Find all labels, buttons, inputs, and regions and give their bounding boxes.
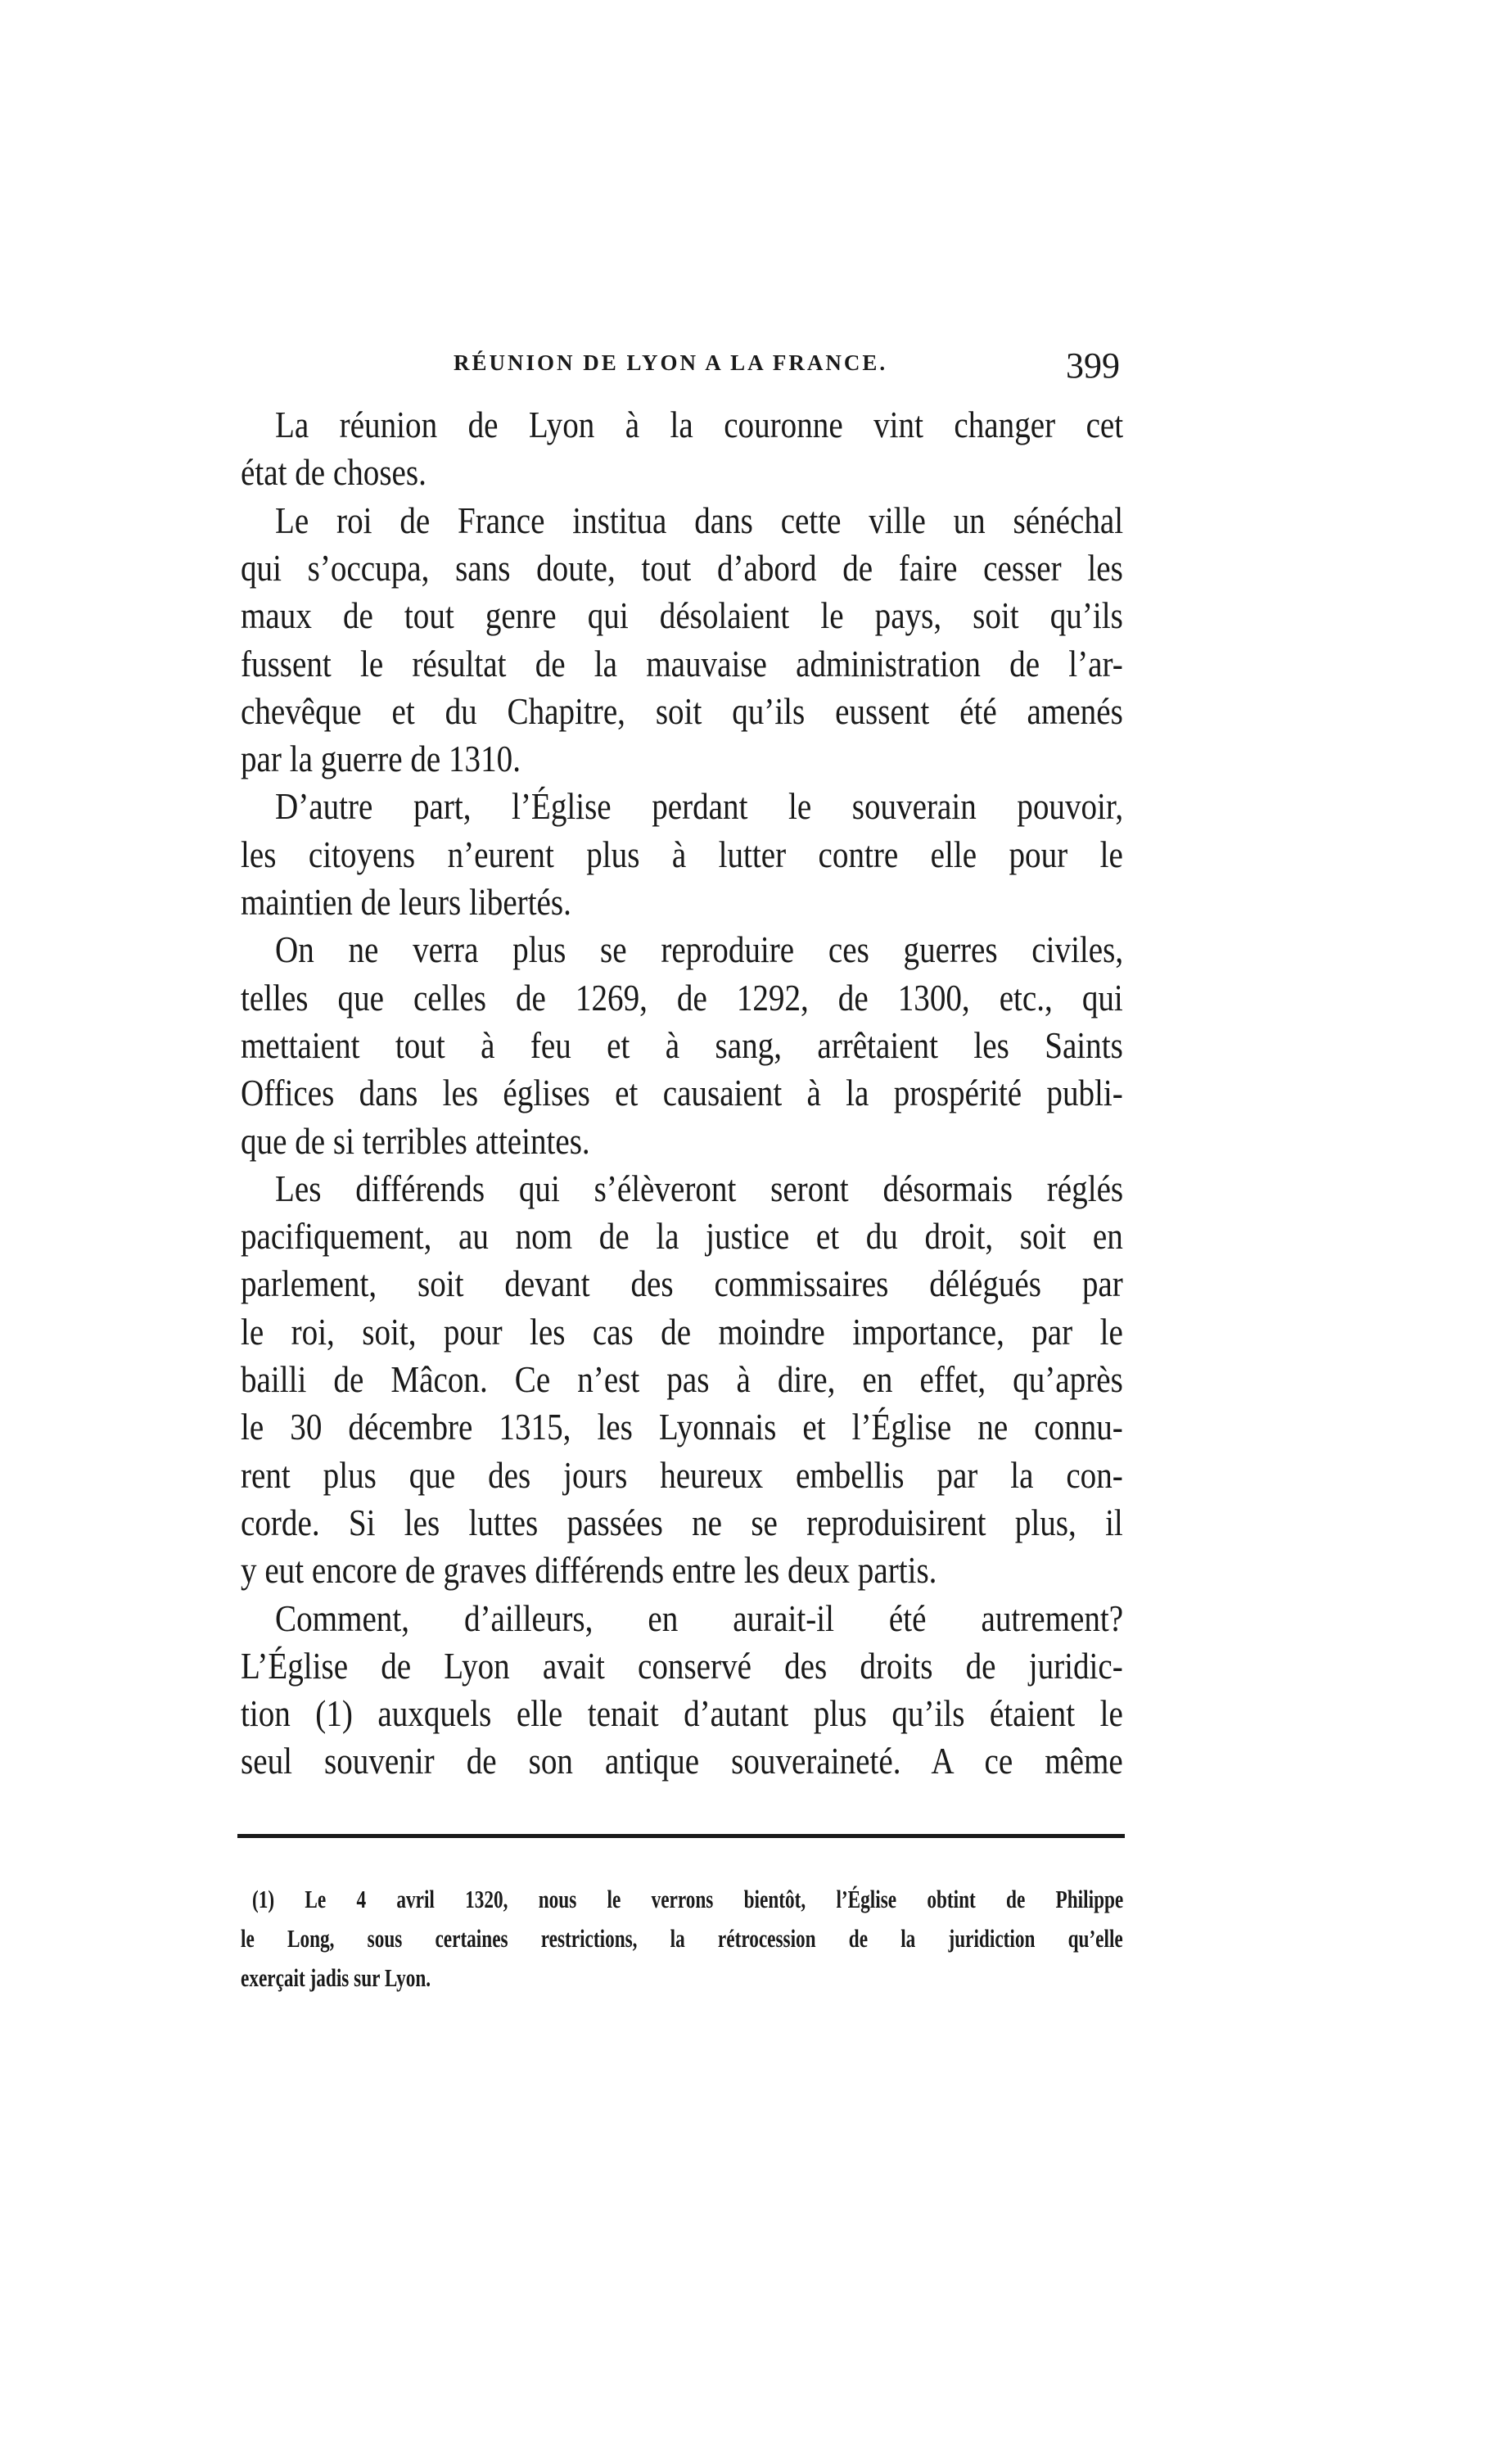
text-line: rent plus que des jours heureux embellis par la con- [241, 1453, 1123, 1496]
running-head: RÉUNION DE LYON A LA FRANCE. [454, 350, 888, 375]
footnote-line: exerçait jadis sur Lyon. [241, 1963, 431, 1992]
text-line: Les différends qui s’élèveront seront désormais réglés [275, 1167, 1124, 1209]
text-line: les citoyens n’eurent plus à lutter contre elle pour le [241, 833, 1123, 875]
text-line: chevêque et du Chapitre, soit qu’ils eussent été amenés [241, 689, 1123, 732]
footnote-line: le Long, sous certaines restrictions, la rétrocession de la juridiction qu’elle [241, 1924, 1123, 1953]
text-line: telles que celles de 1269, de 1292, de 1300, etc., qui [241, 976, 1123, 1018]
text-line: qui s’occupa, sans doute, tout d’abord de faire cesser les [241, 546, 1123, 589]
text-line: corde. Si les luttes passées ne se reproduisirent plus, il [241, 1501, 1123, 1543]
footnote-line: (1) Le 4 avril 1320, nous le verrons bientôt, l’Église obtint de Philippe [252, 1885, 1124, 1913]
text-line: parlement, soit devant des commissaires délégués par [241, 1262, 1123, 1305]
text-line: On ne verra plus se reproduire ces guerres civiles, [275, 928, 1124, 971]
text-line: D’autre part, l’Église perdant le souverain pouvoir, [275, 785, 1124, 828]
text-line: fussent le résultat de la mauvaise administration de l’ar- [241, 642, 1123, 684]
text-line: maux de tout genre qui désolaient le pays, soit qu’ils [241, 594, 1123, 637]
page-number: 399 [1066, 346, 1120, 386]
text-line: La réunion de Lyon à la couronne vint changer cet [275, 404, 1124, 445]
text-line: le roi, soit, pour les cas de moindre importance, par le [241, 1310, 1123, 1353]
text-line: Le roi de France institua dans cette ville un sénéchal [275, 499, 1124, 541]
text-line: L’Église de Lyon avait conservé des droits de juridic- [241, 1644, 1123, 1687]
text-line: y eut encore de graves différends entre les deux partis. [241, 1549, 937, 1592]
text-line: par la guerre de 1310. [241, 738, 521, 780]
text-line: que de si terribles atteintes. [241, 1119, 590, 1162]
text-line: mettaient tout à feu et à sang, arrêtaient les Saints [241, 1023, 1123, 1066]
text-line: bailli de Mâcon. Ce n’est pas à dire, en effet, qu’après [241, 1358, 1123, 1400]
text-line: Offices dans les églises et causaient à la prospérité publi- [241, 1072, 1123, 1114]
text-line: tion (1) auxquels elle tenait d’autant plus qu’ils étaient le [241, 1692, 1123, 1735]
text-line: seul souvenir de son antique souveraineté. A ce même [241, 1740, 1123, 1782]
text-line: maintien de leurs libertés. [241, 881, 571, 923]
text-line: le 30 décembre 1315, les Lyonnais et l’Église ne connu- [241, 1406, 1123, 1448]
footnote-divider [237, 1834, 1125, 1838]
text-line: Comment, d’ailleurs, en aurait-il été autrement? [275, 1597, 1124, 1639]
text-line: pacifiquement, au nom de la justice et du droit, soit en [241, 1215, 1123, 1258]
text-line: état de choses. [241, 451, 427, 494]
